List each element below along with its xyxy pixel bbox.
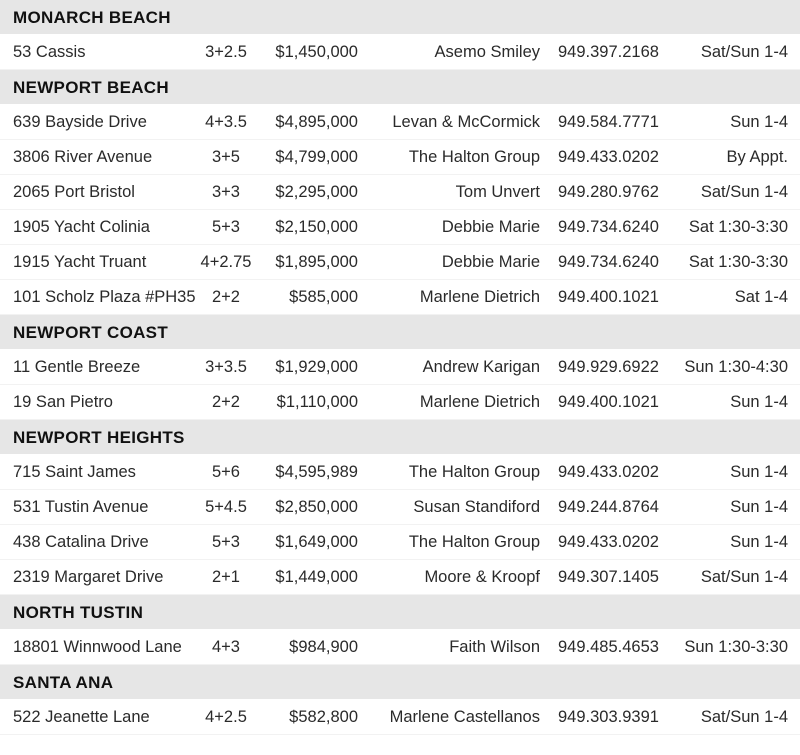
price-cell: $582,800 <box>289 708 358 726</box>
phone-cell: 949.734.6240 <box>558 253 659 271</box>
table-row <box>0 385 800 420</box>
price-cell: $4,895,000 <box>275 113 358 131</box>
agent-cell: Asemo Smiley <box>434 43 540 61</box>
beds-baths-cell: 4+3.5 <box>205 113 247 131</box>
table-row <box>0 105 800 140</box>
agent-cell: Faith Wilson <box>449 638 540 656</box>
address-cell: 639 Bayside Drive <box>13 113 147 131</box>
table-row <box>0 630 800 665</box>
open-house-time-cell: Sun 1-4 <box>730 463 788 481</box>
beds-baths-cell: 2+2 <box>212 288 240 306</box>
address-cell: 438 Catalina Drive <box>13 533 149 551</box>
open-house-time-cell: Sun 1:30-4:30 <box>684 358 788 376</box>
section-header: NORTH TUSTIN <box>0 595 800 630</box>
phone-cell: 949.584.7771 <box>558 113 659 131</box>
open-house-time-cell: Sun 1-4 <box>730 498 788 516</box>
table-row <box>0 245 800 280</box>
open-house-time-cell: Sat 1:30-3:30 <box>688 253 788 271</box>
beds-baths-cell: 5+3 <box>212 533 240 551</box>
phone-cell: 949.433.0202 <box>558 463 659 481</box>
price-cell: $4,595,989 <box>275 463 358 481</box>
phone-cell: 949.280.9762 <box>558 183 659 201</box>
price-cell: $1,895,000 <box>275 253 358 271</box>
agent-cell: Marlene Castellanos <box>389 708 540 726</box>
address-cell: 101 Scholz Plaza #PH35 <box>13 288 196 306</box>
phone-cell: 949.734.6240 <box>558 218 659 236</box>
phone-cell: 949.433.0202 <box>558 148 659 166</box>
open-house-time-cell: Sat 1:30-3:30 <box>688 218 788 236</box>
beds-baths-cell: 5+3 <box>212 218 240 236</box>
price-cell: $1,449,000 <box>275 568 358 586</box>
address-cell: 19 San Pietro <box>13 393 113 411</box>
beds-baths-cell: 4+3 <box>212 638 240 656</box>
agent-cell: Debbie Marie <box>441 253 540 271</box>
address-cell: 715 Saint James <box>13 463 136 481</box>
section-header: NEWPORT COAST <box>0 315 800 350</box>
open-house-time-cell: Sat/Sun 1-4 <box>700 183 788 201</box>
agent-cell: The Halton Group <box>408 463 540 481</box>
open-house-time-cell: Sun 1-4 <box>730 533 788 551</box>
beds-baths-cell: 5+6 <box>212 463 240 481</box>
open-house-time-cell: Sat 1-4 <box>734 288 788 306</box>
open-house-time-cell: Sat/Sun 1-4 <box>700 568 788 586</box>
table-row <box>0 280 800 315</box>
phone-cell: 949.307.1405 <box>558 568 659 586</box>
address-cell: 11 Gentle Breeze <box>13 358 141 376</box>
open-house-time-cell: Sun 1-4 <box>730 113 788 131</box>
address-cell: 2319 Margaret Drive <box>13 568 164 586</box>
open-house-time-cell: By Appt. <box>726 148 788 166</box>
agent-cell: The Halton Group <box>408 148 540 166</box>
address-cell: 53 Cassis <box>13 43 86 61</box>
beds-baths-cell: 2+1 <box>212 568 240 586</box>
agent-cell: The Halton Group <box>408 533 540 551</box>
phone-cell: 949.929.6922 <box>558 358 659 376</box>
phone-cell: 949.400.1021 <box>558 393 659 411</box>
section-header: NEWPORT BEACH <box>0 70 800 105</box>
address-cell: 2065 Port Bristol <box>13 183 135 201</box>
table-row <box>0 700 800 735</box>
table-row <box>0 210 800 245</box>
open-house-time-cell: Sat/Sun 1-4 <box>700 43 788 61</box>
table-row <box>0 455 800 490</box>
table-row <box>0 490 800 525</box>
agent-cell: Moore & Kroopf <box>424 568 540 586</box>
price-cell: $1,929,000 <box>275 358 358 376</box>
address-cell: 1915 Yacht Truant <box>13 253 147 271</box>
price-cell: $984,900 <box>289 638 358 656</box>
phone-cell: 949.433.0202 <box>558 533 659 551</box>
agent-cell: Debbie Marie <box>441 218 540 236</box>
open-house-time-cell: Sun 1-4 <box>730 393 788 411</box>
agent-cell: Marlene Dietrich <box>419 393 540 411</box>
beds-baths-cell: 4+2.75 <box>200 253 252 271</box>
address-cell: 18801 Winnwood Lane <box>13 638 182 656</box>
price-cell: $2,850,000 <box>275 498 358 516</box>
phone-cell: 949.485.4653 <box>558 638 659 656</box>
address-cell: 1905 Yacht Colinia <box>13 218 150 236</box>
price-cell: $585,000 <box>289 288 358 306</box>
price-cell: $1,110,000 <box>276 393 358 411</box>
section-header: SANTA ANA <box>0 665 800 700</box>
price-cell: $1,649,000 <box>275 533 358 551</box>
address-cell: 3806 River Avenue <box>13 148 153 166</box>
beds-baths-cell: 3+3 <box>212 183 240 201</box>
phone-cell: 949.397.2168 <box>558 43 659 61</box>
table-row <box>0 350 800 385</box>
section-header: NEWPORT HEIGHTS <box>0 420 800 455</box>
table-row <box>0 140 800 175</box>
beds-baths-cell: 5+4.5 <box>205 498 247 516</box>
table-row <box>0 560 800 595</box>
agent-cell: Susan Standiford <box>413 498 540 516</box>
address-cell: 522 Jeanette Lane <box>13 708 150 726</box>
beds-baths-cell: 4+2.5 <box>205 708 247 726</box>
phone-cell: 949.303.9391 <box>558 708 659 726</box>
phone-cell: 949.400.1021 <box>558 288 659 306</box>
open-house-time-cell: Sat/Sun 1-4 <box>700 708 788 726</box>
table-row <box>0 175 800 210</box>
price-cell: $2,295,000 <box>275 183 358 201</box>
agent-cell: Levan & McCormick <box>392 113 540 131</box>
price-cell: $2,150,000 <box>275 218 358 236</box>
table-row <box>0 525 800 560</box>
phone-cell: 949.244.8764 <box>558 498 659 516</box>
beds-baths-cell: 3+3.5 <box>205 358 247 376</box>
open-house-time-cell: Sun 1:30-3:30 <box>684 638 788 656</box>
section-header: MONARCH BEACH <box>0 0 800 35</box>
address-cell: 531 Tustin Avenue <box>13 498 149 516</box>
price-cell: $1,450,000 <box>275 43 358 61</box>
agent-cell: Marlene Dietrich <box>419 288 540 306</box>
beds-baths-cell: 3+5 <box>212 148 240 166</box>
price-cell: $4,799,000 <box>275 148 358 166</box>
beds-baths-cell: 2+2 <box>212 393 240 411</box>
table-row <box>0 35 800 70</box>
agent-cell: Andrew Karigan <box>422 358 540 376</box>
beds-baths-cell: 3+2.5 <box>205 43 247 61</box>
agent-cell: Tom Unvert <box>455 183 540 201</box>
